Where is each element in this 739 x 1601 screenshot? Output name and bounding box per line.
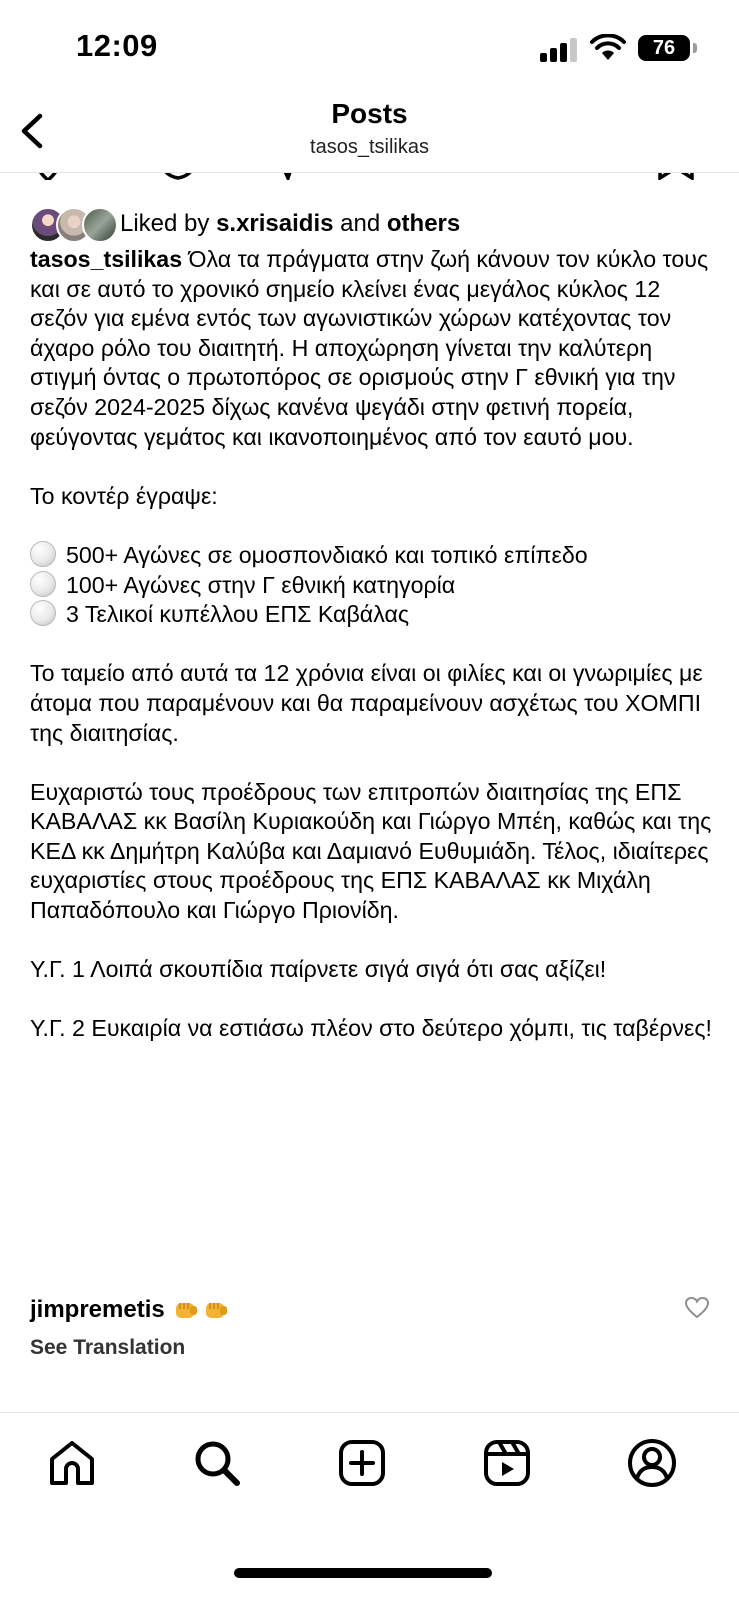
white-circle-icon <box>30 571 56 597</box>
wifi-icon <box>590 34 626 62</box>
see-translation-link[interactable]: See Translation <box>30 1336 186 1359</box>
post-content <box>30 205 720 1044</box>
caption-username[interactable]: tasos_tsilikas <box>30 246 183 272</box>
comment-preview[interactable] <box>30 1290 710 1330</box>
liker-username[interactable]: s.xrisaidis <box>216 210 334 238</box>
create-icon[interactable] <box>336 1437 388 1489</box>
bullet-text: 500+ Αγώνες σε ομοσπονδιακό και τοπικό επίπεδο <box>66 541 588 568</box>
caption-paragraph-6: Υ.Γ. 2 Ευκαιρία να εστιάσω πλέον στο δεύτερο χόμπι, τις ταβέρνες! <box>30 1015 712 1042</box>
fist-emoji-icon <box>203 1298 229 1322</box>
search-icon[interactable] <box>191 1437 243 1489</box>
likes-middle: and <box>333 210 387 238</box>
bullet-text: 3 Τελικοί κυπέλλου ΕΠΣ Καβάλας <box>66 601 410 628</box>
home-icon[interactable] <box>46 1437 98 1489</box>
white-circle-icon <box>30 541 56 567</box>
bullet-item <box>30 600 720 630</box>
avatar <box>82 207 118 243</box>
profile-icon[interactable] <box>626 1437 678 1489</box>
nav-header <box>0 90 739 173</box>
comment-username[interactable]: jimpremetis <box>30 1296 165 1323</box>
page-subtitle[interactable]: tasos_tsilikas <box>310 136 429 158</box>
reels-icon[interactable] <box>481 1437 533 1489</box>
likes-others[interactable]: others <box>386 210 461 238</box>
page-title: Posts <box>331 98 408 129</box>
bullet-item <box>30 541 720 571</box>
liker-avatars <box>30 207 114 241</box>
home-indicator[interactable] <box>234 1568 492 1578</box>
likes-summary[interactable] <box>120 209 460 239</box>
bullet-item <box>30 571 720 601</box>
bullet-text: 100+ Αγώνες στην Γ εθνική κατηγορία <box>66 571 456 598</box>
fist-emoji-icon <box>173 1298 199 1322</box>
status-time: 12:09 <box>76 28 158 63</box>
battery-icon <box>638 35 690 61</box>
cellular-signal-icon <box>540 36 580 62</box>
caption-paragraph-2: Το κοντέρ έγραψε: <box>30 482 218 509</box>
status-bar <box>0 0 739 90</box>
caption-paragraph-5: Υ.Γ. 1 Λοιπά σκουπίδια παίρνετε σιγά σιγά ότι σας αξίζει! <box>30 956 607 983</box>
battery-level: 76 <box>652 36 676 59</box>
heart-outline-icon[interactable] <box>684 1296 710 1320</box>
caption-text-1: Όλα τα πράγματα στην ζωή κάνουν τον κύκλο τους και σε αυτό το χρονικό σημείο κλείνει ένας μεγάλος κύκλος 12 σεζόν για εμένα εντός των αγωνιστικών χώρων κατέχοντας τον άχαρο ρόλο του διαιτητή. Η αποχώρηση γίνεται την καλύτερη στιγμή όντας ο πρωτοπόρος σε ορισμούς στην Γ εθνική για την σεζόν 2024-2025 δίχως κανένα ψεγάδι στην φετινή πορεία, φεύγοντας γεμάτος και ικανοποιημένος από τον εαυτό μου. <box>30 246 709 450</box>
caption-paragraph-3: Το ταμείο από αυτά τα 12 χρόνια είναι οι φιλίες και οι γνωριμίες με άτομα που παραμένουν και θα παραμείνουν ασχέτως του ΧΟΜΠΙ της διαιτησίας. <box>30 660 703 746</box>
likes-prefix: Liked by <box>120 210 217 238</box>
white-circle-icon <box>30 600 56 626</box>
likes-row[interactable] <box>30 205 720 243</box>
caption <box>30 245 720 1044</box>
caption-paragraph-4: Ευχαριστώ τους προέδρους των επιτροπών διαιτησίας της ΕΠΣ ΚΑΒΑΛΑΣ κκ Βασίλη Κυριακούδη και Γιώργο Μπέη, καθώς και της ΚΕΔ κκ Δημήτρη Καλύβα και Δαμιανό Ευθυμιάδη. Τέλος, ιδιαίτερες ευχαριστίες στους προέδρους της ΕΠΣ ΚΑΒΑΛΑΣ κκ Μιχάλη Παπαδόπουλο και Γιώργο Πριονίδη. <box>30 778 712 924</box>
caption-paragraph-1 <box>30 245 720 452</box>
battery-cap <box>693 43 697 53</box>
